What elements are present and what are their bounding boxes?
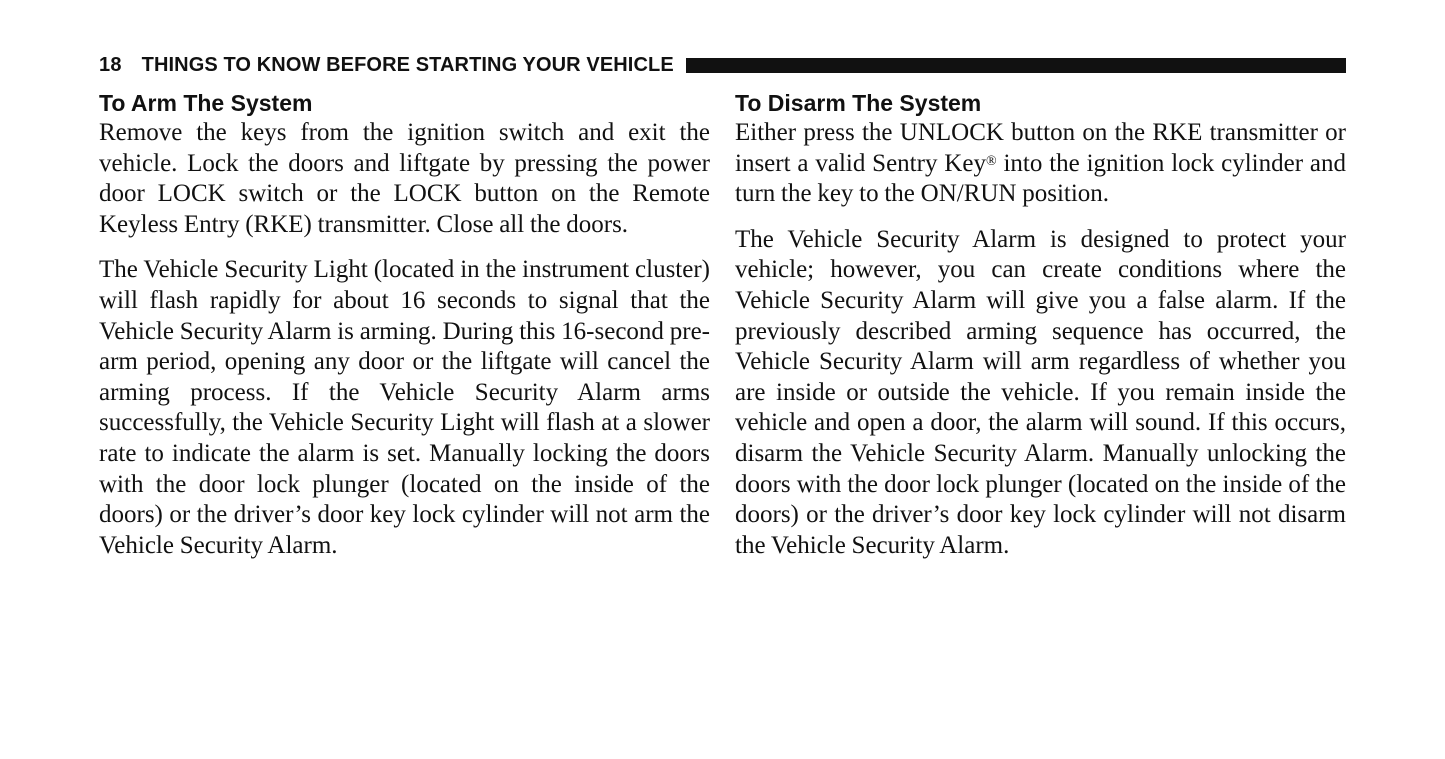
disarm-p1-text-end: into the ignition lock cylinder and turn the key to the ON/RUN position. — [735, 149, 1346, 208]
registered-trademark-symbol: ® — [985, 153, 997, 169]
left-column — [99, 88, 710, 576]
page-header — [99, 52, 1346, 78]
chapter-title: THINGS TO KNOW BEFORE STARTING YOUR VEHICLE — [141, 53, 674, 76]
disarm-system-paragraph-1 — [735, 118, 1346, 210]
right-column — [735, 88, 1346, 576]
page-number: 18 — [99, 53, 122, 76]
arm-system-paragraph-1: Remove the keys from the ignition switch and exit the vehicle. Lock the doors and liftgate by pressing the power door LOCK switch or the LOCK button on the Remote Keyless Entry (RKE) transmitter. Close all the doors. — [99, 119, 710, 238]
arm-system-paragraph-2: The Vehicle Security Light (located in the instrument cluster) will flash rapidly for about 16 seconds to signal that the Vehicle Security Alarm is arming. During this 16-second pre-arm period, opening any door or the liftgate will cancel the arming process. If the Vehicle Security Alarm arms successfully, the Vehicle Security Light will flash at a slower rate to indicate the alarm is set. Manually locking the doors with the door lock plunger (located on the inside of the doors) or the driver’s door key lock cylinder will not arm the Vehicle Security Alarm. — [99, 256, 710, 559]
disarm-system-heading: To Disarm The System — [735, 90, 982, 116]
arm-system-heading: To Arm The System — [99, 90, 313, 116]
disarm-system-paragraph-2: The Vehicle Security Alarm is designed to protect your vehicle; however, you can create conditions where the Vehicle Security Alarm will give you a false alarm. If the previously described arming sequence has occurred, the Vehicle Security Alarm will arm regardless of whether you are inside or outside the vehicle. If you remain inside the vehicle and open a door, the alarm will sound. If this occurs, disarm the Vehicle Security Alarm. Manually unlocking the doors with the door lock plunger (located on the inside of the doors) or the driver’s door key lock cylinder will not disarm the Vehicle Security Alarm. — [735, 225, 1346, 559]
disarm-p1-text-start: Either press the UNLOCK button on the RKE transmitter or insert a valid Sentry Key — [735, 119, 1346, 177]
header-rule — [686, 58, 1346, 73]
